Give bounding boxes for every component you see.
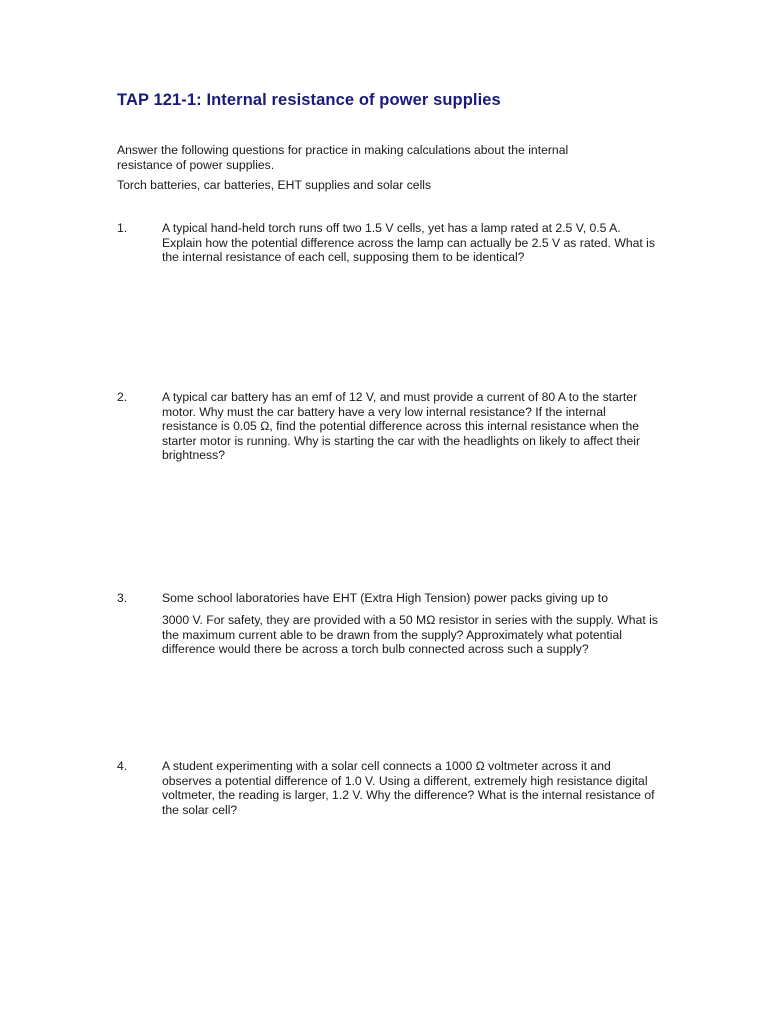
question-text-line1: Some school laboratories have EHT (Extra High Tension) power packs giving up to <box>162 591 608 605</box>
question-text: A typical car battery has an emf of 12 V, and must provide a current of 80 A to the starter motor. Why must the car battery have a very low internal resistance? If the internal resistance is 0.05 Ω, find the potential difference across this internal resistance when the starter motor is running. Why is starting the car with the headlights on likely to affect their brightness? <box>162 390 641 462</box>
page-title: TAP 121-1: Internal resistance of power supplies <box>117 91 501 109</box>
question-text: A typical hand-held torch runs off two 1.5 V cells, yet has a lamp rated at 2.5 V, 0.5 A. Explain how the potential difference across the lamp can actually be 2.5 V as rated. What is the internal resistance of each cell, supposing them to be identical? <box>162 221 655 264</box>
question-number: 4. <box>117 759 128 773</box>
question-number: 2. <box>117 390 128 404</box>
intro-paragraph: Answer the following questions for practice in making calculations about the internal resistance of power supplies. <box>117 143 569 172</box>
question-text: 3000 V. For safety, they are provided with a 50 MΩ resistor in series with the supply. What is the maximum current able to be drawn from the supply? Approximately what potential difference would there be across a torch bulb connected across such a supply? <box>162 613 658 656</box>
question-text: A student experimenting with a solar cell connects a 1000 Ω voltmeter across it and observes a potential difference of 1.0 V. Using a different, extremely high resistance digital voltmeter, the reading is larger, 1.2 V. Why the difference? What is the internal resistance of the solar cell? <box>162 759 655 817</box>
question-number: 3. <box>117 591 128 605</box>
question-number: 1. <box>117 221 128 235</box>
section-subtitle: Torch batteries, car batteries, EHT supplies and solar cells <box>117 178 432 192</box>
